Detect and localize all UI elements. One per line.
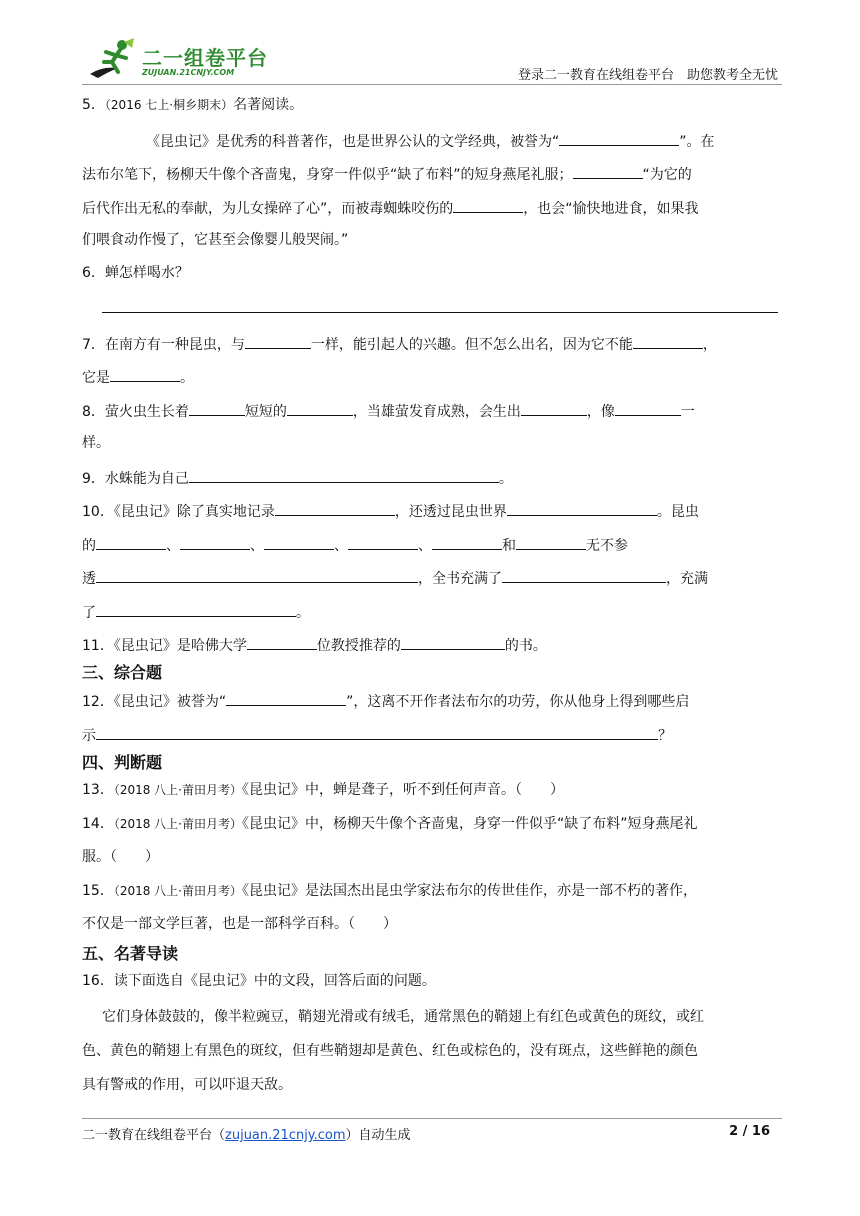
answer-blank[interactable] (245, 333, 311, 349)
section-heading: 五、名著导读 (82, 944, 179, 963)
footer-link[interactable]: zujuan.21cnjy.com (225, 1128, 346, 1143)
question-source: （2018 八上·莆田月考） (113, 884, 242, 898)
answer-blank[interactable] (96, 567, 418, 583)
answer-blank[interactable] (96, 601, 296, 617)
logo-subtitle: ZUJUAN.21CNJY.COM (142, 68, 235, 77)
text: 。 (296, 605, 310, 621)
section-heading: 三、综合题 (82, 663, 163, 682)
answer-blank[interactable] (189, 400, 245, 416)
question-5-line-2 (82, 163, 782, 185)
answer-blank[interactable] (615, 400, 681, 416)
text: 9．水蛛能为自己 (82, 471, 189, 487)
question-15-line-1 (82, 881, 782, 901)
text: 位教授推荐的 (316, 638, 401, 654)
text: ，全书充满了 (418, 571, 502, 587)
question-12-line-2 (82, 724, 782, 746)
text: ，还透过昆虫世界 (394, 504, 507, 520)
logo-title: 二一组卷平台 (142, 46, 268, 70)
text: 它是 (82, 370, 110, 386)
question-13 (82, 780, 782, 800)
answer-blank[interactable] (96, 724, 658, 740)
question-7-line-1 (82, 333, 782, 355)
passage-line: 具有警戒的作用，可以吓退天敌。 (82, 1077, 292, 1093)
question-number: 13． (82, 782, 114, 798)
answer-blank[interactable] (264, 534, 334, 550)
text: ，也会“愉快地进食，如果我 (523, 201, 699, 217)
question-5-line-1 (146, 130, 846, 152)
header-logo[interactable] (84, 38, 284, 82)
answer-blank[interactable] (633, 333, 703, 349)
answer-blank[interactable] (226, 690, 346, 706)
answer-blank[interactable] (189, 467, 499, 483)
answer-blank[interactable] (180, 534, 250, 550)
text: 11．《昆虫记》是哈佛大学 (82, 638, 247, 654)
question-6 (82, 263, 782, 283)
text: 、 (418, 538, 432, 554)
question-source: （2018 八上·莆田月考） (113, 783, 242, 797)
text: ， (702, 337, 717, 353)
page-number: 2 / 16 (729, 1124, 770, 1139)
question-8-line-2: 样。 (82, 435, 110, 451)
answer-blank[interactable] (432, 534, 502, 550)
question-source: （2018 八上·莆田月考） (113, 817, 242, 831)
text: 12．《昆虫记》被誉为“ (82, 694, 227, 710)
footer-text: 二一教育在线组卷平台（ (82, 1128, 226, 1143)
text: 10．《昆虫记》除了真实地记录 (82, 504, 275, 520)
text: 短短的 (244, 404, 287, 420)
answer-blank[interactable] (348, 534, 418, 550)
question-5-line-3 (82, 197, 782, 219)
text: ，当雄萤发育成熟，会生出 (352, 404, 521, 420)
text: 《昆虫记》是优秀的科普著作，也是世界公认的文学经典，被誉为“ (146, 134, 560, 150)
question-15-line-2: 不仅是一部文学巨著，也是一部科学百科。（ ） (82, 916, 397, 932)
text: 法布尔笔下，杨柳天牛像个吝啬鬼，身穿一件似乎“缺了布料”的短身燕尾礼服； (82, 167, 573, 183)
answer-line[interactable] (102, 312, 778, 313)
question-stem: 蝉怎样喝水？ (104, 265, 189, 281)
question-number: 6． (82, 265, 105, 281)
text: “为它的 (642, 167, 692, 183)
text: 无不参 (586, 538, 628, 554)
text: 的 (82, 538, 96, 554)
answer-blank[interactable] (96, 534, 166, 550)
answer-blank[interactable] (507, 500, 657, 516)
answer-blank[interactable] (247, 634, 317, 650)
answer-blank[interactable] (401, 634, 505, 650)
question-10-line-3 (82, 567, 782, 589)
question-7-line-2 (82, 366, 782, 388)
question-stem: 《昆虫记》中，杨柳天牛像个吝啬鬼，身穿一件似乎“缺了布料”短身燕尾礼 (242, 816, 698, 832)
answer-blank[interactable] (521, 400, 587, 416)
text: 的书。 (504, 638, 547, 654)
header-slogan: 登录二一教育在线组卷平台 助您教考全无忧 (517, 68, 778, 83)
answer-blank[interactable] (287, 400, 353, 416)
footer-divider (82, 1118, 782, 1119)
text: 、 (166, 538, 180, 554)
text: ”，这离不开作者法布尔的功劳，你从他身上得到哪些启 (346, 694, 690, 710)
text: 。 (180, 370, 194, 386)
text: ？ (658, 728, 672, 744)
answer-blank[interactable] (573, 163, 643, 179)
text: 、 (250, 538, 264, 554)
question-stem: 名著阅读。 (233, 97, 304, 113)
passage-line: 色、黄色的鞘翅上有黑色的斑纹，但有些鞘翅却是黄色、红色或棕色的，没有斑点，这些鲜艳的颜色 (82, 1043, 698, 1059)
text: 一 (680, 404, 695, 420)
question-14-line-2: 服。（ ） (82, 849, 159, 865)
question-11 (82, 634, 782, 656)
answer-blank[interactable] (110, 366, 180, 382)
question-source: （2016 七上·桐乡期末） (104, 98, 234, 112)
text: 透 (82, 571, 96, 587)
question-10-line-1 (82, 500, 782, 522)
text: ，充满 (666, 571, 708, 587)
text: 了 (82, 605, 96, 621)
question-8-line-1 (82, 400, 782, 422)
question-12-line-1 (82, 690, 782, 712)
header-divider (82, 84, 782, 85)
question-number: 14． (82, 816, 114, 832)
footer-source (82, 1124, 411, 1143)
section-heading: 四、判断题 (82, 753, 163, 772)
question-number: 15． (82, 883, 114, 899)
text: 和 (502, 538, 516, 554)
text: 。昆虫 (656, 504, 699, 520)
question-5-title (82, 95, 782, 115)
question-5-line-4: 们喂食动作慢了，它甚至会像婴儿般哭闹。” (82, 232, 349, 248)
answer-blank[interactable] (502, 567, 666, 583)
answer-blank[interactable] (275, 500, 395, 516)
question-9 (82, 467, 782, 489)
question-number: 5． (82, 97, 105, 113)
text: 后代作出无私的奉献，为儿女操碎了心”，而被毒蜘蛛咬伤的 (82, 201, 454, 217)
text: ，像 (586, 404, 615, 420)
runner-logo-icon (84, 38, 136, 82)
text: 、 (334, 538, 348, 554)
text: ”。在 (679, 134, 715, 150)
text: 8．萤火虫生长着 (82, 404, 189, 420)
text: 示 (82, 728, 96, 744)
text: 。 (498, 471, 513, 487)
text: 一样，能引起人的兴趣。但不怎么出名，因为它不能 (310, 337, 633, 353)
question-10-line-2 (82, 534, 782, 556)
answer-blank[interactable] (453, 197, 523, 213)
passage-line: 它们身体鼓鼓的，像半粒豌豆，鞘翅光滑或有绒毛，通常黑色的鞘翅上有红色或黄色的斑纹，或红 (102, 1009, 704, 1025)
question-16-stem: 16．读下面选自《昆虫记》中的文段，回答后面的问题。 (82, 973, 436, 989)
answer-blank[interactable] (516, 534, 586, 550)
text: 7．在南方有一种昆虫，与 (82, 337, 245, 353)
question-stem: 《昆虫记》中，蝉是聋子，听不到任何声音。（ ） (242, 782, 564, 798)
footer-text: ）自动生成 (345, 1128, 411, 1143)
question-14-line-1 (82, 814, 782, 834)
answer-blank[interactable] (559, 130, 679, 146)
question-10-line-4 (82, 601, 782, 623)
question-stem: 《昆虫记》是法国杰出昆虫学家法布尔的传世佳作，亦是一部不朽的著作， (242, 883, 697, 899)
